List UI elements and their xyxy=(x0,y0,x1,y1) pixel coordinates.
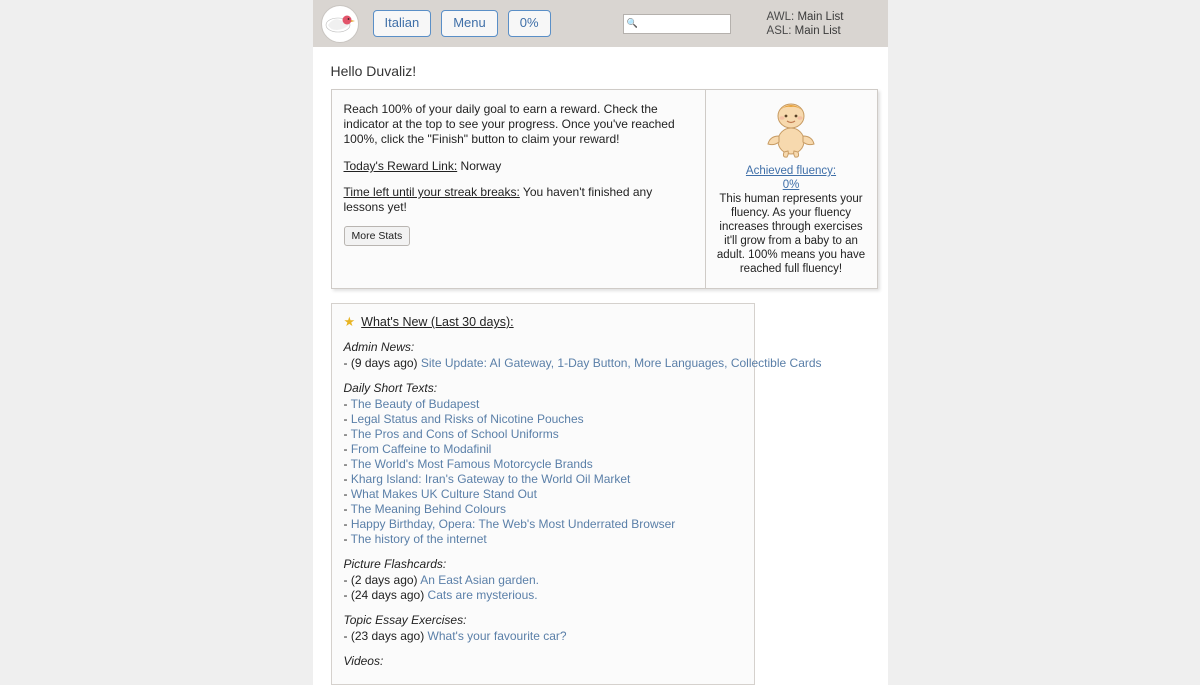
progress-percent-button[interactable]: 0% xyxy=(508,10,551,36)
fluency-link-value: 0% xyxy=(782,179,800,191)
whats-new-card xyxy=(331,303,822,685)
news-section-heading: Daily Short Texts: xyxy=(343,381,438,395)
news-item-link[interactable]: Cats are mysterious. xyxy=(427,588,538,602)
news-item xyxy=(344,629,742,644)
news-item-link[interactable]: The Meaning Behind Colours xyxy=(350,502,507,516)
news-item xyxy=(344,517,742,532)
news-item-meta: - xyxy=(343,487,351,501)
daily-goal-intro: Reach 100% of your daily goal to earn a reward. Check the indicator at the top to see your progress. Once you've reached 100%, click the "Finish" button to claim your reward! xyxy=(343,102,675,146)
top-header xyxy=(313,0,888,47)
news-item xyxy=(344,573,742,588)
search-input[interactable] xyxy=(641,17,727,31)
news-item-link[interactable]: What's your favourite car? xyxy=(427,629,567,643)
whats-new-header xyxy=(344,314,742,330)
news-item-meta: - (24 days ago) xyxy=(343,588,428,602)
reward-value: Norway xyxy=(460,159,502,173)
news-item xyxy=(344,487,742,502)
news-item-meta: - xyxy=(343,397,351,411)
news-item-link[interactable]: The Beauty of Budapest xyxy=(350,397,480,411)
news-section-heading: Picture Flashcards: xyxy=(343,557,447,571)
news-item-meta: - (23 days ago) xyxy=(343,629,428,643)
star-icon: ★ xyxy=(343,314,356,329)
bird-logo-icon[interactable] xyxy=(321,5,359,43)
reward-label: Today's Reward Link: xyxy=(343,159,458,173)
asl-label: ASL: xyxy=(766,24,792,37)
news-item-meta: - (2 days ago) xyxy=(343,573,421,587)
fluency-panel xyxy=(705,90,877,288)
asl-main-list-link[interactable]: Main List xyxy=(794,24,841,37)
awl-row xyxy=(767,10,844,24)
word-lists xyxy=(767,10,844,38)
news-item-meta: - xyxy=(343,412,351,426)
streak-value: You haven't finished any lessons yet! xyxy=(343,185,653,214)
news-item-link[interactable]: The Pros and Cons of School Uniforms xyxy=(350,427,559,441)
awl-label: AWL: xyxy=(766,10,795,23)
news-section-heading: Topic Essay Exercises: xyxy=(343,613,467,627)
news-item xyxy=(344,532,742,547)
news-item xyxy=(344,588,742,603)
more-stats-button[interactable]: More Stats xyxy=(344,226,411,246)
news-item xyxy=(344,472,742,487)
news-item-link[interactable]: Legal Status and Risks of Nicotine Pouches xyxy=(350,412,584,426)
fluency-description: This human represents your fluency. As your fluency increases through exercises it'll grow from a baby to an adult. 100% means you have reached full fluency! xyxy=(716,193,866,275)
streak-label: Time left until your streak breaks: xyxy=(343,185,520,199)
awl-main-list-link[interactable]: Main List xyxy=(797,10,844,23)
language-button[interactable]: Italian xyxy=(373,10,432,36)
news-sections xyxy=(343,340,822,668)
news-item-link[interactable]: The history of the internet xyxy=(350,532,487,546)
news-item xyxy=(344,442,742,457)
asl-row xyxy=(767,24,844,38)
fluency-link-label: Achieved fluency: xyxy=(745,165,837,177)
news-item-link[interactable]: The World's Most Famous Motorcycle Brands xyxy=(350,457,593,471)
news-section-heading: Videos: xyxy=(343,654,384,668)
daily-goal-info xyxy=(332,90,705,288)
news-item-meta: - (9 days ago) xyxy=(343,356,421,370)
search-box[interactable] xyxy=(623,14,731,34)
news-item xyxy=(344,427,742,442)
news-item xyxy=(344,412,742,427)
news-item-link[interactable]: An East Asian garden. xyxy=(420,573,539,587)
news-section-heading: Admin News: xyxy=(343,340,415,354)
daily-goal-panel xyxy=(331,89,878,289)
search-icon: 🔍 xyxy=(626,18,638,28)
news-item-meta: - xyxy=(343,442,351,456)
baby-avatar-icon xyxy=(760,100,822,158)
page-container xyxy=(313,0,888,685)
news-item-meta: - xyxy=(343,532,351,546)
streak-row xyxy=(344,185,691,215)
news-item-meta: - xyxy=(343,457,351,471)
greeting-text: Hello Duvaliz! xyxy=(330,63,417,79)
news-item-link[interactable]: What Makes UK Culture Stand Out xyxy=(350,487,537,501)
menu-button[interactable]: Menu xyxy=(441,10,498,36)
achieved-fluency-link[interactable] xyxy=(746,165,836,191)
news-item-link[interactable]: Site Update: AI Gateway, 1-Day Button, More Languages, Collectible Cards xyxy=(420,356,822,370)
news-item xyxy=(343,356,822,371)
news-item-link[interactable]: Kharg Island: Iran's Gateway to the World Oil Market xyxy=(350,472,631,486)
news-item xyxy=(344,502,742,517)
news-item-meta: - xyxy=(343,517,351,531)
news-item-meta: - xyxy=(343,427,351,441)
news-item-meta: - xyxy=(343,502,351,516)
news-item xyxy=(344,457,742,472)
reward-row xyxy=(344,159,691,174)
news-item-link[interactable]: From Caffeine to Modafinil xyxy=(350,442,492,456)
news-item xyxy=(344,397,742,412)
news-item-link[interactable]: Happy Birthday, Opera: The Web's Most Underrated Browser xyxy=(350,517,676,531)
news-item-meta: - xyxy=(343,472,351,486)
whats-new-title: What's New (Last 30 days): xyxy=(361,315,514,329)
